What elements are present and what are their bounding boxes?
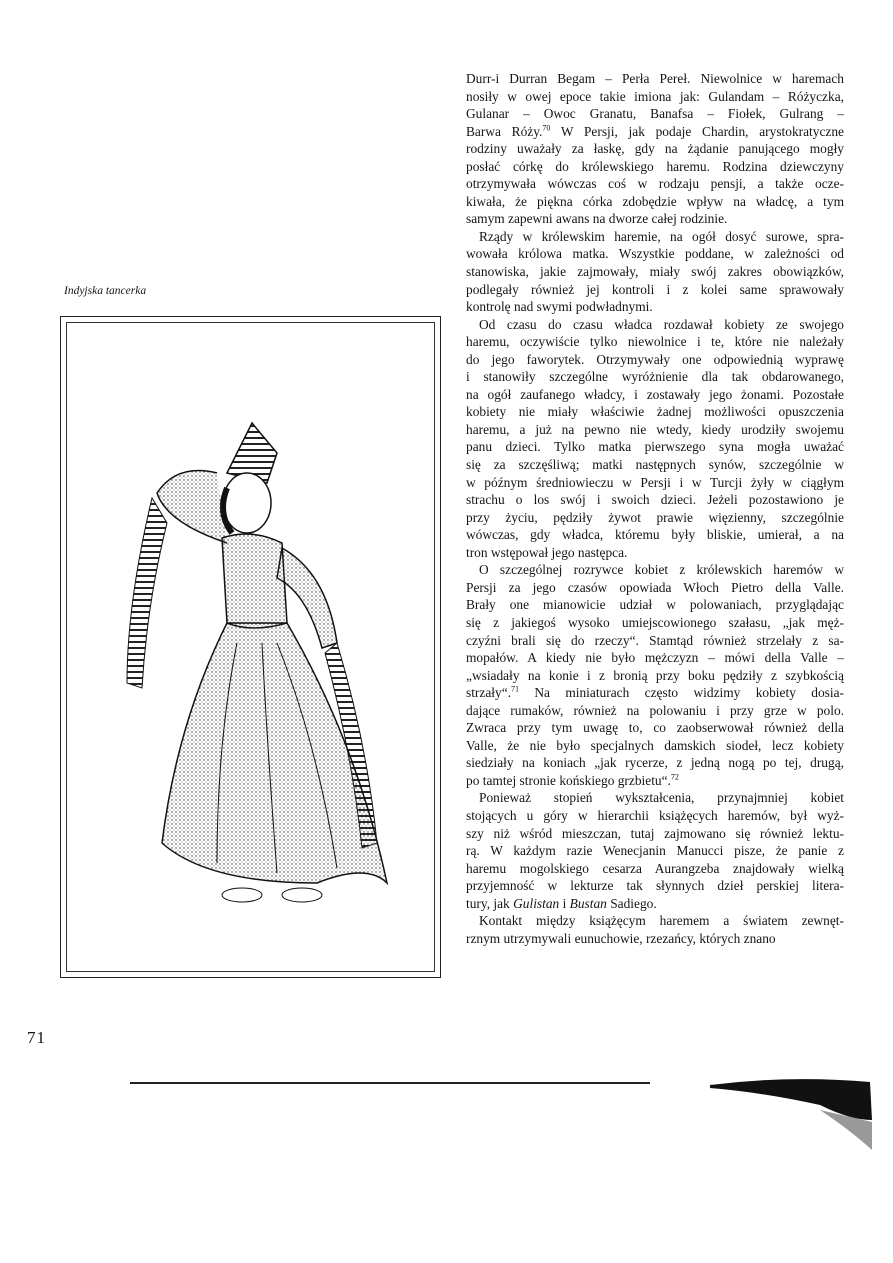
paragraph [466, 228, 844, 316]
page-number: 71 [27, 1028, 46, 1047]
text-segment: strzały“. [466, 685, 511, 701]
text-line: stojących u góry w hierarchii książęcych haremów, był wyż- [466, 807, 844, 823]
text-line: kobiety nie miały właściwie żadnej możliwości opuszczenia [466, 404, 844, 420]
text-line [466, 123, 844, 141]
text-line: wowała królowa matka. Wszystkie poddane, w zależności od [466, 246, 844, 262]
text-line: Persji za jego czasów opowiada Włoch Pietro della Valle. [466, 579, 844, 595]
text-segment: po tamtej stronie końskiego grzbietu“. [466, 772, 671, 788]
text-line: stanowiska, jakie zajmowały, miały swój zakres obowiązków, [466, 264, 844, 280]
text-line: rodziny uważały za łaskę, gdy na żądanie panującego mogły [466, 141, 844, 157]
paragraph [466, 789, 844, 912]
text-segment: Bustan [569, 895, 607, 911]
text-line: rą. W każdym razie Wenecjanin Manucci pisze, że panie z [466, 843, 844, 859]
text-line: strachu o los swój i swoich dzieci. Jeżeli pozostawiono je [466, 492, 844, 508]
text-line: samym zapewni awans na dworze całej rodzinie. [466, 211, 728, 227]
text-line [466, 684, 844, 702]
text-line: O szczególnej rozrywce kobiet z królewskich haremów w [479, 562, 844, 578]
paragraph [466, 561, 844, 789]
figure-caption: Indyjska tancerka [64, 285, 147, 297]
text-line: nosiły w owej epoce takie imiona jak: Gulandam – Różyczka, [466, 88, 844, 104]
illustration-inner-border [66, 322, 435, 972]
horizontal-rule [130, 1082, 650, 1084]
text-line: na ogół zaufanego władcy, i zostawały jego żonami. Pozostałe [466, 386, 844, 402]
text-segment: Gulistan [513, 895, 560, 911]
text-line: Od czasu do czasu władca rozdawał kobiety ze swojego [479, 316, 844, 332]
text-segment: Sadiego. [606, 895, 657, 911]
text-segment: i [559, 895, 570, 911]
text-line: otrzymywała wówczas coś w rodzaju pensji, a także ocze- [466, 176, 844, 192]
text-segment: W Persji, jak podaje Chardin, arystokratyczne [550, 123, 844, 139]
text-line: mopałów. A kiedy nie było mężczyzn – mówi della Valle – [466, 650, 844, 666]
text-line: panu dzieci. Tylko matka pierwszego syna mogła uważać [466, 439, 844, 455]
text-line: Valle, że nie było specjalnych damskich siodeł, lecz kobiety [466, 737, 844, 753]
text-line: Kontakt między książęcym haremem a światem zewnęt- [479, 913, 844, 929]
text-line: dające rumaków, również na polowaniu i przy grze w polo. [466, 702, 844, 718]
text-line: haremu, a już na pewno nie wtedy, kiedy urodziły swojemu [466, 421, 844, 437]
text-line: siedziały na koniach „jak rycerze, z jedną nogą po tej, drugą, [466, 755, 844, 771]
text-line: się za szczęśliwą; matki następnych synów, szczególnie w [466, 457, 844, 473]
text-line: Ponieważ stopień wykształcenia, przynajmniej kobiet [479, 790, 844, 806]
footnote-ref: 71 [510, 684, 519, 694]
text-line: przy życiu, pędziły żywot prawie więzienny, szczególnie [466, 509, 844, 525]
text-line: posłać córkę do królewskiego haremu. Rodzina dziewczyny [466, 158, 844, 174]
illustration-frame [60, 316, 441, 978]
text-line: do jego faworytek. Otrzymywały one odpowiednią wyprawę [466, 351, 844, 367]
text-segment: Barwa Róży. [466, 123, 543, 139]
text-line: Gulanar – Owoc Granatu, Banafsa – Fiołek, Gulrang – [466, 106, 844, 122]
text-line: w późnym średniowieczu w Persji i w Turcji żyły w ciągłym [466, 474, 844, 490]
text-line: Rządy w królewskim haremie, na ogół dosyć surowe, spra- [479, 228, 844, 244]
text-line: tron wstępował jego następca. [466, 544, 628, 560]
text-line: haremu, oczywiście tylko niewolnice i te, które nie należały [466, 334, 844, 350]
text-line: podlegały również jej kontroli i z kolei same sprawowały [466, 281, 844, 297]
footnote-ref: 72 [670, 772, 679, 782]
text-segment: tury, jak [466, 895, 514, 911]
paragraph [466, 912, 844, 947]
paragraph [466, 70, 844, 228]
text-line: kiwała, że piękna córka zdobędzie wpływ na władcę, a tym [466, 193, 844, 209]
text-line: i stanowiły szczególne wyróżnienie dla tak obdarowanego, [466, 369, 844, 385]
text-line: czyźni brali się do rzeczy“. Stamtąd również strzelały z sa- [466, 632, 844, 648]
text-line: Zwraca przy tym uwagę to, co zaobserwował również della [466, 720, 844, 736]
text-line: się z jakiegoś wysoko umiejscowionego szałasu, „jak męż- [466, 614, 844, 630]
footnote-ref: 70 [542, 123, 551, 133]
text-line: wówczas, gdy władca, któremu były bliskie, umierał, a na [466, 527, 844, 543]
text-line: szy niż wśród mieszczan, tutaj zajmowano się również lektu- [466, 825, 844, 841]
text-line: haremu mogolskiego cesarza Aurangzeba znajdowały wielką [466, 860, 844, 876]
body-text [466, 70, 844, 947]
text-line: „wsiadały na konie i z bronią przy boku pędziły z szybkością [466, 667, 844, 683]
dancer-illustration [67, 323, 436, 973]
text-line [466, 895, 844, 913]
text-segment: Na miniaturach często widzimy kobiety dosia- [518, 685, 844, 701]
paragraph [466, 316, 844, 562]
text-line: Durr-i Durran Begam – Perła Pereł. Niewolnice w haremach [466, 71, 844, 86]
text-line: przyjemność w lekturze tak słynnych dzieł perskiej litera- [466, 878, 844, 894]
text-line: rznym utrzymywali eunuchowie, rzezańcy, których znano [466, 930, 776, 946]
text-line: Brały one mianowicie udział w polowaniach, przyglądając [466, 597, 844, 613]
text-line: kontrolę nad swymi podwładnymi. [466, 299, 653, 315]
text-line [466, 772, 844, 790]
scan-smudge [700, 1060, 880, 1160]
